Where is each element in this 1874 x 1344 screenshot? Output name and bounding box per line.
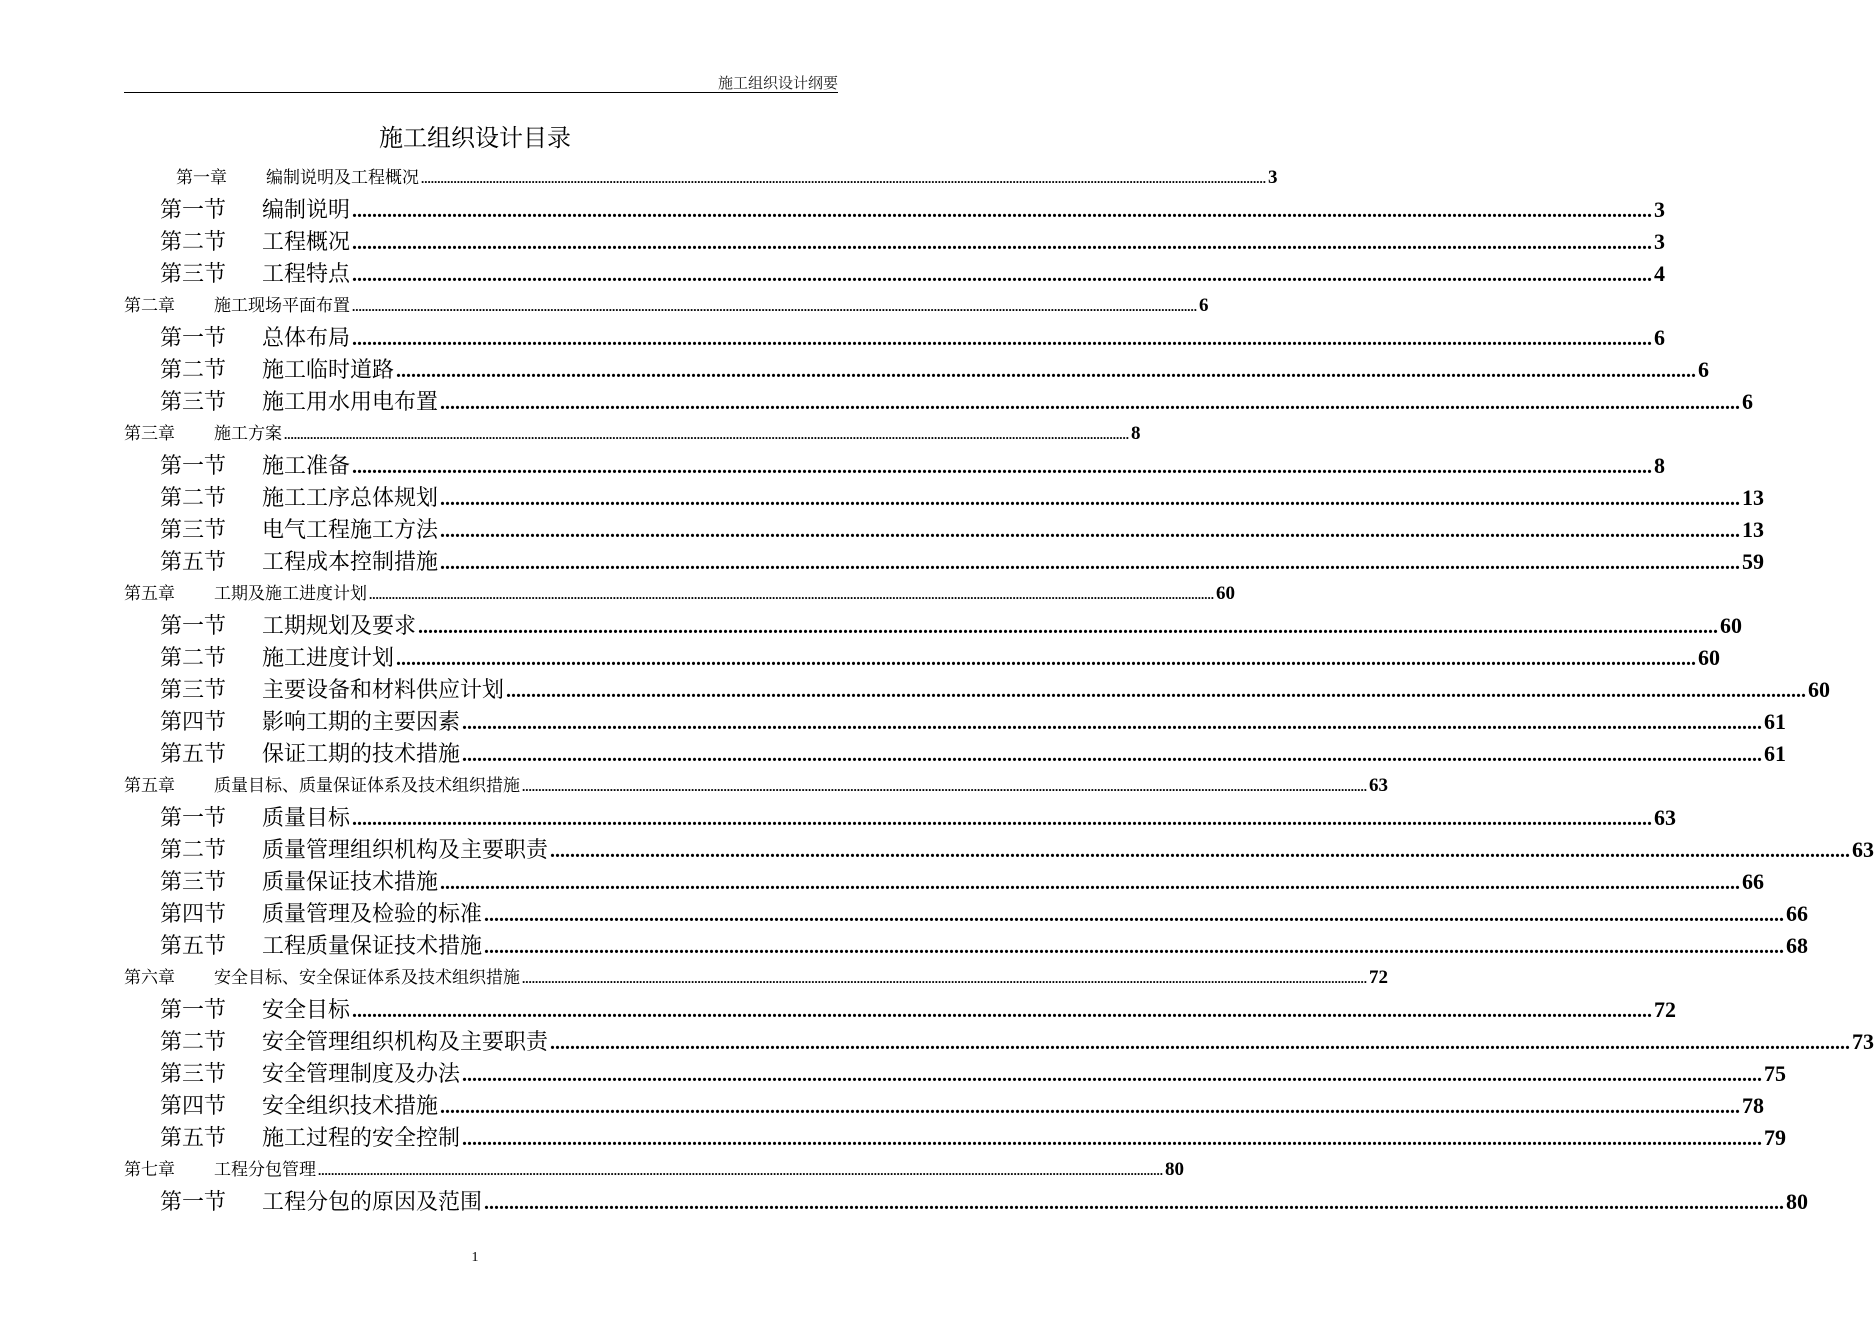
toc-dot-leader: .................................................................................................................................................................................................................................................................... bbox=[369, 587, 1214, 602]
toc-dot-leader: .................................................................................................................................................................................................................................................................... bbox=[440, 1096, 1741, 1118]
toc-section-entry[interactable] bbox=[124, 1058, 1787, 1090]
toc-section-entry[interactable] bbox=[124, 898, 1809, 930]
toc-entry-number: 第三节 bbox=[160, 262, 227, 287]
toc-entry-number: 第一节 bbox=[160, 326, 227, 351]
toc-dot-leader: .................................................................................................................................................................................................................................................................... bbox=[522, 779, 1367, 794]
toc-dot-leader: .................................................................................................................................................................................................................................................................... bbox=[352, 232, 1653, 254]
toc-section-entry[interactable] bbox=[124, 1026, 1874, 1058]
toc-dot-leader: .................................................................................................................................................................................................................................................................... bbox=[462, 1064, 1763, 1086]
toc-entry-title: 施工准备 bbox=[262, 454, 351, 479]
toc-entry-page: 79 bbox=[1764, 1125, 1787, 1150]
toc-entry-number: 第一章 bbox=[176, 168, 227, 188]
toc-dot-leader: .................................................................................................................................................................................................................................................................... bbox=[484, 1192, 1785, 1214]
table-of-contents bbox=[124, 162, 1874, 1218]
toc-entry-page: 72 bbox=[1654, 997, 1677, 1022]
toc-entry-title: 质量目标 bbox=[262, 806, 351, 831]
toc-section-entry[interactable] bbox=[124, 994, 1677, 1026]
toc-entry-page: 60 bbox=[1720, 613, 1743, 638]
toc-dot-leader: .................................................................................................................................................................................................................................................................... bbox=[352, 328, 1653, 350]
toc-entry-title: 工程分包的原因及范围 bbox=[262, 1190, 483, 1215]
toc-dot-leader: .................................................................................................................................................................................................................................................................... bbox=[352, 200, 1653, 222]
toc-entry-number: 第一节 bbox=[160, 806, 227, 831]
toc-entry-title: 安全组织技术措施 bbox=[262, 1094, 439, 1119]
toc-section-entry[interactable] bbox=[124, 738, 1787, 770]
toc-entry-page: 66 bbox=[1786, 901, 1809, 926]
toc-section-entry[interactable] bbox=[124, 1186, 1809, 1218]
toc-entry-title: 工程概况 bbox=[262, 230, 351, 255]
toc-entry-page: 6 bbox=[1199, 295, 1209, 316]
toc-entry-title: 编制说明 bbox=[262, 198, 351, 223]
toc-entry-number: 第五节 bbox=[160, 1126, 227, 1151]
toc-dot-leader: .................................................................................................................................................................................................................................................................... bbox=[352, 808, 1653, 830]
toc-dot-leader: .................................................................................................................................................................................................................................................................... bbox=[352, 456, 1653, 478]
toc-title: 施工组织设计目录 bbox=[379, 124, 571, 152]
toc-entry-title: 工期及施工进度计划 bbox=[214, 584, 367, 604]
toc-entry-title: 施工用水用电布置 bbox=[262, 390, 439, 415]
toc-section-entry[interactable] bbox=[124, 354, 1710, 386]
toc-dot-leader: .................................................................................................................................................................................................................................................................... bbox=[550, 840, 1851, 862]
toc-entry-page: 73 bbox=[1852, 1029, 1874, 1054]
toc-entry-title: 主要设备和材料供应计划 bbox=[262, 678, 505, 703]
toc-entry-title: 工期规划及要求 bbox=[262, 614, 417, 639]
toc-entry-title: 施工方案 bbox=[214, 424, 282, 444]
toc-entry-number: 第四节 bbox=[160, 710, 227, 735]
toc-entry-title: 质量保证技术措施 bbox=[262, 870, 439, 895]
toc-section-entry[interactable] bbox=[124, 930, 1809, 962]
toc-dot-leader: .................................................................................................................................................................................................................................................................... bbox=[440, 520, 1741, 542]
toc-entry-number: 第二章 bbox=[124, 296, 175, 316]
page-number: 1 bbox=[471, 1250, 479, 1265]
toc-entry-title: 影响工期的主要因素 bbox=[262, 710, 461, 735]
toc-entry-page: 59 bbox=[1742, 549, 1765, 574]
toc-entry-page: 61 bbox=[1764, 709, 1787, 734]
running-header: 施工组织设计纲要 bbox=[717, 74, 838, 92]
toc-section-entry[interactable] bbox=[124, 706, 1787, 738]
toc-chapter-entry[interactable] bbox=[124, 418, 1141, 450]
toc-entry-page: 6 bbox=[1654, 325, 1666, 350]
toc-section-entry[interactable] bbox=[124, 322, 1666, 354]
toc-entry-title: 施工临时道路 bbox=[262, 358, 395, 383]
toc-dot-leader: .................................................................................................................................................................................................................................................................... bbox=[318, 1163, 1163, 1178]
toc-entry-number: 第二节 bbox=[160, 1030, 227, 1055]
toc-chapter-entry[interactable] bbox=[124, 1154, 1184, 1186]
toc-dot-leader: .................................................................................................................................................................................................................................................................... bbox=[484, 936, 1785, 958]
toc-entry-number: 第三章 bbox=[124, 424, 175, 444]
toc-entry-page: 8 bbox=[1654, 453, 1666, 478]
toc-entry-title: 工程分包管理 bbox=[214, 1160, 316, 1180]
toc-dot-leader: .................................................................................................................................................................................................................................................................... bbox=[440, 488, 1741, 510]
toc-entry-number: 第三节 bbox=[160, 870, 227, 895]
toc-entry-page: 6 bbox=[1742, 389, 1754, 414]
toc-section-entry[interactable] bbox=[124, 1122, 1787, 1154]
toc-entry-number: 第一节 bbox=[160, 454, 227, 479]
toc-dot-leader: .................................................................................................................................................................................................................................................................... bbox=[284, 427, 1129, 442]
toc-entry-page: 66 bbox=[1742, 869, 1765, 894]
toc-entry-number: 第一节 bbox=[160, 198, 227, 223]
toc-section-entry[interactable] bbox=[124, 802, 1677, 834]
toc-entry-number: 第二节 bbox=[160, 646, 227, 671]
toc-dot-leader: .................................................................................................................................................................................................................................................................... bbox=[462, 712, 1763, 734]
toc-entry-page: 80 bbox=[1165, 1159, 1184, 1180]
toc-entry-title: 质量管理组织机构及主要职责 bbox=[262, 838, 549, 863]
toc-dot-leader: .................................................................................................................................................................................................................................................................... bbox=[421, 171, 1266, 186]
toc-entry-title: 施工进度计划 bbox=[262, 646, 395, 671]
toc-entry-number: 第二节 bbox=[160, 358, 227, 383]
toc-section-entry[interactable] bbox=[124, 674, 1831, 706]
toc-entry-number: 第一节 bbox=[160, 998, 227, 1023]
toc-dot-leader: .................................................................................................................................................................................................................................................................... bbox=[352, 1000, 1653, 1022]
toc-entry-page: 61 bbox=[1764, 741, 1787, 766]
toc-chapter-entry[interactable] bbox=[124, 578, 1235, 610]
toc-entry-number: 第五节 bbox=[160, 934, 227, 959]
toc-entry-title: 质量管理及检验的标准 bbox=[262, 902, 483, 927]
toc-dot-leader: .................................................................................................................................................................................................................................................................... bbox=[418, 616, 1719, 638]
toc-entry-page: 4 bbox=[1654, 261, 1666, 286]
toc-section-entry[interactable] bbox=[124, 482, 1765, 514]
toc-entry-number: 第六章 bbox=[124, 968, 175, 988]
toc-entry-number: 第一节 bbox=[160, 614, 227, 639]
toc-dot-leader: .................................................................................................................................................................................................................................................................... bbox=[396, 360, 1697, 382]
toc-entry-number: 第五章 bbox=[124, 776, 175, 796]
toc-section-entry[interactable] bbox=[124, 450, 1666, 482]
toc-section-entry[interactable] bbox=[124, 514, 1765, 546]
toc-entry-page: 3 bbox=[1268, 167, 1278, 188]
toc-entry-number: 第五节 bbox=[160, 742, 227, 767]
toc-dot-leader: .................................................................................................................................................................................................................................................................... bbox=[506, 680, 1807, 702]
toc-chapter-entry[interactable] bbox=[124, 290, 1209, 322]
toc-chapter-entry[interactable] bbox=[124, 770, 1388, 802]
toc-entry-page: 60 bbox=[1698, 645, 1721, 670]
toc-entry-page: 60 bbox=[1216, 583, 1235, 604]
toc-entry-number: 第三节 bbox=[160, 1062, 227, 1087]
toc-entry-title: 保证工期的技术措施 bbox=[262, 742, 461, 767]
toc-section-entry[interactable] bbox=[124, 386, 1754, 418]
toc-entry-page: 60 bbox=[1808, 677, 1831, 702]
toc-entry-page: 63 bbox=[1852, 837, 1874, 862]
toc-entry-title: 安全管理组织机构及主要职责 bbox=[262, 1030, 549, 1055]
toc-entry-title: 编制说明及工程概况 bbox=[266, 168, 419, 188]
toc-entry-number: 第五章 bbox=[124, 584, 175, 604]
toc-section-entry[interactable] bbox=[124, 866, 1765, 898]
toc-entry-title: 工程成本控制措施 bbox=[262, 550, 439, 575]
toc-entry-page: 68 bbox=[1786, 933, 1809, 958]
toc-entry-page: 8 bbox=[1131, 423, 1141, 444]
toc-entry-page: 13 bbox=[1742, 485, 1765, 510]
toc-section-entry[interactable] bbox=[124, 834, 1874, 866]
toc-entry-number: 第三节 bbox=[160, 518, 227, 543]
toc-dot-leader: .................................................................................................................................................................................................................................................................... bbox=[522, 971, 1367, 986]
toc-entry-page: 63 bbox=[1369, 775, 1388, 796]
toc-entry-page: 72 bbox=[1369, 967, 1388, 988]
toc-dot-leader: .................................................................................................................................................................................................................................................................... bbox=[462, 744, 1763, 766]
toc-entry-title: 工程特点 bbox=[262, 262, 351, 287]
toc-dot-leader: .................................................................................................................................................................................................................................................................... bbox=[396, 648, 1697, 670]
toc-chapter-entry[interactable] bbox=[124, 962, 1388, 994]
toc-section-entry[interactable] bbox=[124, 546, 1765, 578]
toc-entry-number: 第三节 bbox=[160, 390, 227, 415]
toc-entry-title: 施工过程的安全控制 bbox=[262, 1126, 461, 1151]
toc-entry-number: 第七章 bbox=[124, 1160, 175, 1180]
header-rule bbox=[124, 92, 838, 93]
toc-dot-leader: .................................................................................................................................................................................................................................................................... bbox=[550, 1032, 1851, 1054]
toc-entry-page: 3 bbox=[1654, 197, 1666, 222]
toc-entry-number: 第二节 bbox=[160, 486, 227, 511]
toc-dot-leader: .................................................................................................................................................................................................................................................................... bbox=[352, 299, 1197, 314]
toc-entry-title: 电气工程施工方法 bbox=[262, 518, 439, 543]
toc-entry-title: 施工工序总体规划 bbox=[262, 486, 439, 511]
toc-entry-number: 第二节 bbox=[160, 838, 227, 863]
toc-entry-number: 第四节 bbox=[160, 902, 227, 927]
toc-section-entry[interactable] bbox=[124, 194, 1666, 226]
toc-dot-leader: .................................................................................................................................................................................................................................................................... bbox=[462, 1128, 1763, 1150]
toc-entry-number: 第一节 bbox=[160, 1190, 227, 1215]
toc-entry-page: 75 bbox=[1764, 1061, 1787, 1086]
toc-section-entry[interactable] bbox=[124, 610, 1743, 642]
toc-dot-leader: .................................................................................................................................................................................................................................................................... bbox=[440, 392, 1741, 414]
toc-entry-title: 安全目标、安全保证体系及技术组织措施 bbox=[214, 968, 520, 988]
toc-section-entry[interactable] bbox=[124, 642, 1721, 674]
toc-dot-leader: .................................................................................................................................................................................................................................................................... bbox=[484, 904, 1785, 926]
toc-dot-leader: .................................................................................................................................................................................................................................................................... bbox=[440, 552, 1741, 574]
toc-dot-leader: .................................................................................................................................................................................................................................................................... bbox=[440, 872, 1741, 894]
toc-entry-title: 施工现场平面布置 bbox=[214, 296, 350, 316]
toc-entry-title: 质量目标、质量保证体系及技术组织措施 bbox=[214, 776, 520, 796]
toc-entry-title: 安全目标 bbox=[262, 998, 351, 1023]
toc-section-entry[interactable] bbox=[124, 1090, 1765, 1122]
toc-entry-page: 63 bbox=[1654, 805, 1677, 830]
toc-entry-number: 第五节 bbox=[160, 550, 227, 575]
toc-entry-title: 安全管理制度及办法 bbox=[262, 1062, 461, 1087]
toc-entry-number: 第四节 bbox=[160, 1094, 227, 1119]
toc-section-entry[interactable] bbox=[124, 258, 1666, 290]
toc-entry-number: 第三节 bbox=[160, 678, 227, 703]
toc-entry-page: 80 bbox=[1786, 1189, 1809, 1214]
toc-entry-page: 3 bbox=[1654, 229, 1666, 254]
toc-entry-title: 工程质量保证技术措施 bbox=[262, 934, 483, 959]
toc-dot-leader: .................................................................................................................................................................................................................................................................... bbox=[352, 264, 1653, 286]
toc-entry-page: 13 bbox=[1742, 517, 1765, 542]
toc-entry-title: 总体布局 bbox=[262, 326, 351, 351]
toc-section-entry[interactable] bbox=[124, 226, 1666, 258]
toc-chapter-entry[interactable] bbox=[124, 162, 1278, 194]
toc-entry-page: 78 bbox=[1742, 1093, 1765, 1118]
toc-entry-page: 6 bbox=[1698, 357, 1710, 382]
toc-entry-number: 第二节 bbox=[160, 230, 227, 255]
